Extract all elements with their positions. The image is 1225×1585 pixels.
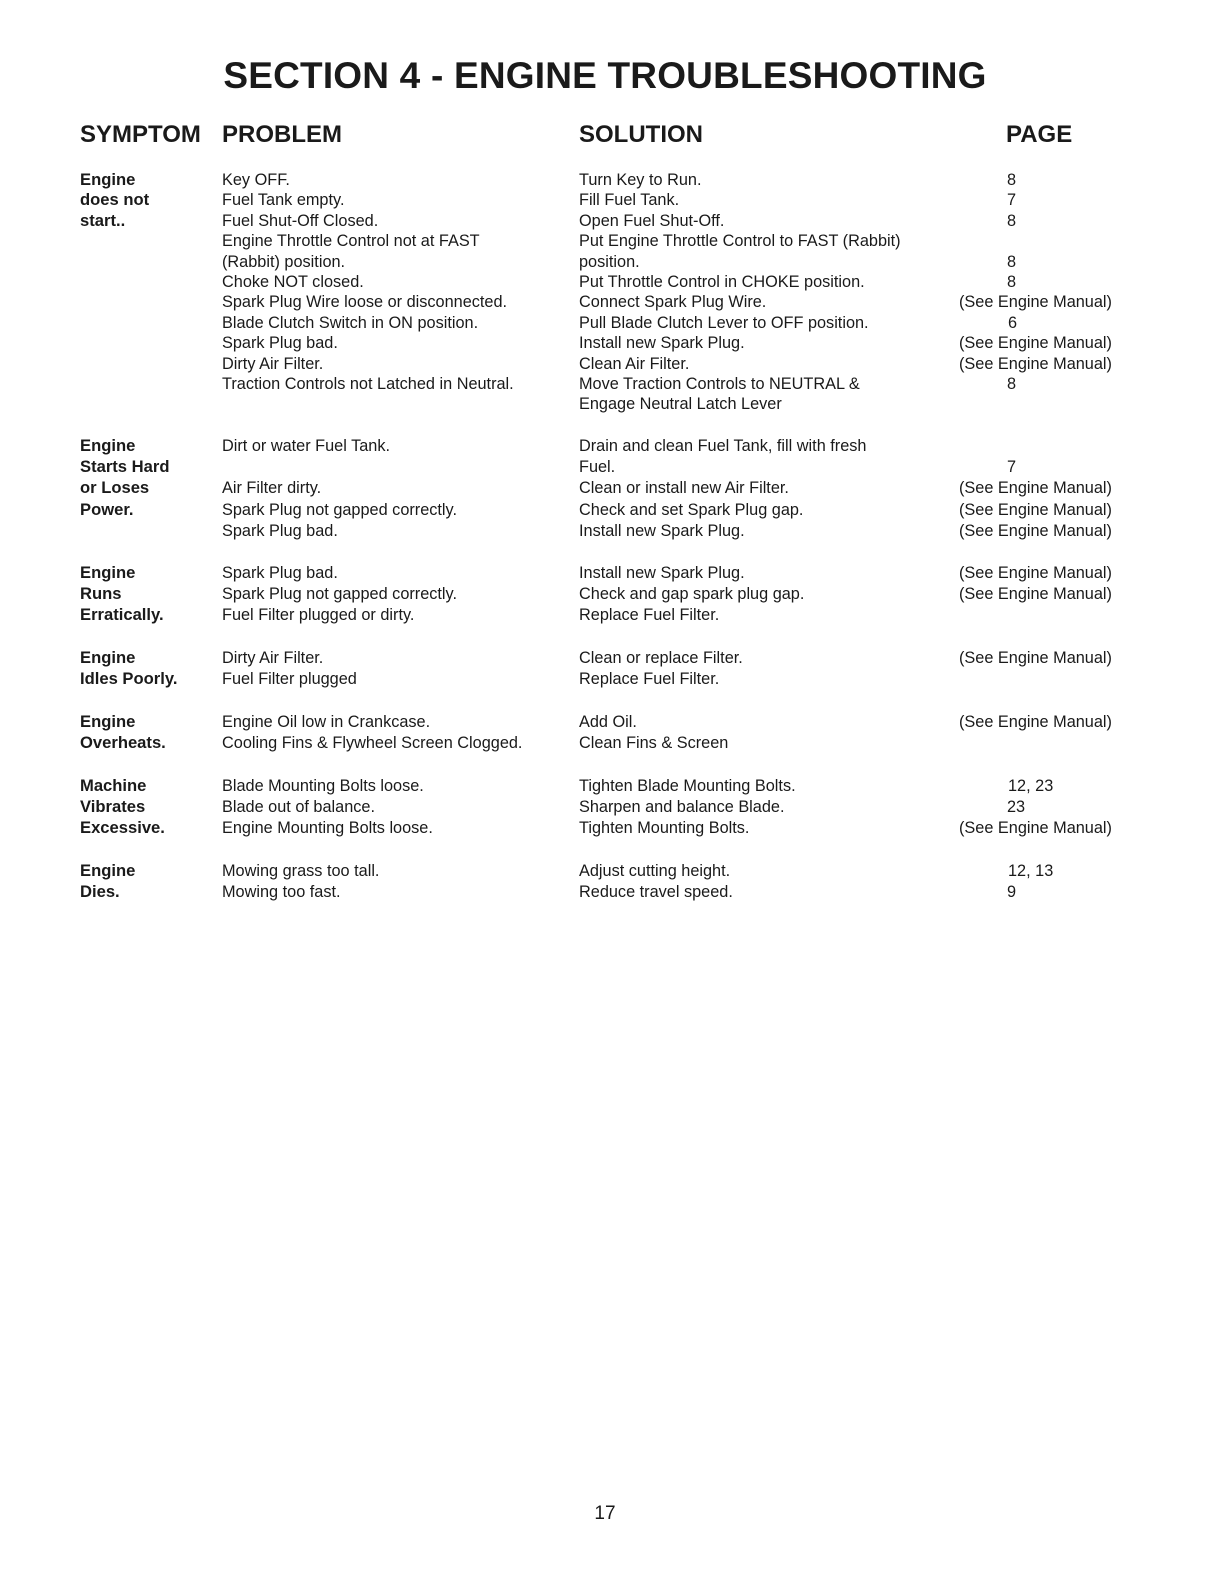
page-cell: (See Engine Manual) [959,354,1112,373]
problem-cell: Fuel Filter plugged or dirty. [222,606,415,625]
symptom-cell: or Loses [80,478,150,498]
page-cell: (See Engine Manual) [959,293,1112,312]
symptom-cell: Engine [80,712,136,731]
solution-cell: Install new Spark Plug. [579,334,745,353]
symptom-cell: does not [80,190,150,210]
page-cell: 7 [1007,458,1017,477]
problem-cell: Engine Throttle Control not at FAST [222,232,480,251]
problem-cell: Spark Plug bad. [222,521,338,540]
table-row [0,563,1225,583]
problem-cell: Mowing grass too tall. [222,862,380,880]
problem-cell: Cooling Fins & Flywheel Screen Clogged. [222,734,523,753]
table-row [0,374,1225,394]
page-cell: 23 [1007,798,1026,817]
solution-cell: Put Throttle Control in CHOKE position. [579,273,865,291]
symptom-cell: Power. [80,499,134,519]
solution-cell: Connect Spark Plug Wire. [579,293,767,312]
page-cell: (See Engine Manual) [959,713,1112,731]
page-cell: (See Engine Manual) [959,500,1112,519]
table-row [0,252,1225,272]
page-cell: 8 [1007,252,1017,271]
solution-cell: Add Oil. [579,713,637,731]
problem-cell: Dirt or water Fuel Tank. [222,437,390,455]
column-header-symptom: SYMPTOM [80,121,201,148]
table-row [0,272,1225,292]
symptom-cell: Vibrates [80,797,146,817]
solution-cell: Adjust cutting height. [579,862,731,880]
page-cell: (See Engine Manual) [959,649,1112,667]
solution-cell: Tighten Mounting Bolts. [579,819,750,838]
page-cell: 6 [1008,313,1018,332]
page-cell: (See Engine Manual) [959,334,1112,353]
problem-cell: Spark Plug not gapped correctly. [222,585,458,604]
page-cell: (See Engine Manual) [959,819,1112,838]
symptom-cell: Engine [80,648,136,667]
page-cell: (See Engine Manual) [959,585,1112,604]
page-title: SECTION 4 - ENGINE TROUBLESHOOTING [223,55,987,96]
solution-cell: Clean Fins & Screen [579,734,729,753]
solution-cell: Engage Neutral Latch Lever [579,395,782,414]
page-cell: (See Engine Manual) [959,479,1112,498]
table-row [0,882,1225,902]
table-row [0,521,1225,541]
problem-cell: Dirty Air Filter. [222,354,324,373]
symptom-cell: Excessive. [80,818,165,838]
solution-cell: Pull Blade Clutch Lever to OFF position. [579,313,869,332]
page-cell: 9 [1007,883,1017,902]
symptom-cell: start.. [80,210,126,230]
problem-cell: Spark Plug bad. [222,564,338,582]
problem-cell: Air Filter dirty. [222,479,322,498]
symptom-cell: Dies. [80,882,120,902]
solution-cell: Check and gap spark plug gap. [579,585,805,604]
problem-cell: Blade Mounting Bolts loose. [222,777,424,795]
solution-cell: Clean or replace Filter. [579,649,743,667]
problem-cell: Engine Mounting Bolts loose. [222,819,433,838]
solution-cell: Put Engine Throttle Control to FAST (Rabbit) [579,232,901,251]
problem-cell: Key OFF. [222,171,290,189]
solution-cell: Clean Air Filter. [579,354,690,373]
problem-cell: Blade Clutch Switch in ON position. [222,313,479,332]
table-row [0,457,1225,477]
table-row [0,605,1225,625]
page-cell: 8 [1007,273,1017,291]
symptom-cell: Engine [80,436,136,455]
problem-cell: Spark Plug bad. [222,334,338,353]
problem-cell: Mowing too fast. [222,883,341,902]
page-cell: 12, 23 [1008,777,1054,795]
symptom-cell: Engine [80,563,136,582]
table-row [0,818,1225,838]
solution-cell: Install new Spark Plug. [579,521,745,540]
table-row [0,712,1225,732]
column-header-problem: PROBLEM [222,121,342,148]
page-cell: 8 [1007,375,1017,393]
problem-cell: Fuel Shut-Off Closed. [222,211,379,230]
table-row [0,211,1225,231]
symptom-cell: Engine [80,170,136,189]
table-row [0,861,1225,881]
page-cell: 7 [1007,191,1017,210]
table-row [0,333,1225,353]
solution-cell: Open Fuel Shut-Off. [579,211,725,230]
problem-cell: Fuel Filter plugged [222,670,357,689]
table-row [0,797,1225,817]
page-cell: 8 [1007,171,1017,189]
solution-cell: Clean or install new Air Filter. [579,479,789,498]
solution-cell: Replace Fuel Filter. [579,670,720,689]
table-row [0,776,1225,796]
solution-cell: position. [579,252,640,271]
symptom-cell: Runs [80,584,122,604]
problem-cell: Engine Oil low in Crankcase. [222,713,431,731]
solution-cell: Drain and clean Fuel Tank, fill with fresh [579,437,867,455]
table-row [0,292,1225,312]
solution-cell: Reduce travel speed. [579,883,733,902]
solution-cell: Install new Spark Plug. [579,564,745,582]
symptom-cell: Overheats. [80,733,166,753]
table-row [0,190,1225,210]
solution-cell: Move Traction Controls to NEUTRAL & [579,375,860,393]
solution-cell: Check and set Spark Plug gap. [579,500,804,519]
symptom-cell: Idles Poorly. [80,669,178,689]
problem-cell: Fuel Tank empty. [222,191,345,210]
table-row [0,354,1225,374]
symptom-cell: Starts Hard [80,457,170,477]
solution-cell: Fill Fuel Tank. [579,191,680,210]
problem-cell: Spark Plug not gapped correctly. [222,500,458,519]
table-row [0,313,1225,333]
table-row [0,394,1225,414]
page-cell: 12, 13 [1008,862,1054,880]
column-header-solution: SOLUTION [579,121,703,148]
page-cell: 8 [1007,211,1017,230]
table-row [0,170,1225,190]
table-row [0,500,1225,520]
table-row [0,733,1225,753]
problem-cell: Choke NOT closed. [222,273,364,291]
problem-cell: Dirty Air Filter. [222,649,324,667]
solution-cell: Sharpen and balance Blade. [579,798,785,817]
solution-cell: Fuel. [579,458,616,477]
problem-cell: (Rabbit) position. [222,252,346,271]
column-header-page: PAGE [1006,121,1073,148]
problem-cell: Traction Controls not Latched in Neutral. [222,375,514,393]
table-row [0,648,1225,668]
problem-cell: Blade out of balance. [222,798,375,817]
page-number: 17 [594,1503,616,1524]
symptom-cell: Erratically. [80,605,164,625]
table-row [0,436,1225,456]
table-row [0,231,1225,251]
solution-cell: Turn Key to Run. [579,171,702,189]
solution-cell: Replace Fuel Filter. [579,606,720,625]
page-cell: (See Engine Manual) [959,564,1112,582]
page-cell: (See Engine Manual) [959,521,1112,540]
problem-cell: Spark Plug Wire loose or disconnected. [222,293,508,312]
symptom-cell: Machine [80,776,147,795]
symptom-cell: Engine [80,861,136,880]
table-row [0,669,1225,689]
table-row [0,478,1225,498]
solution-cell: Tighten Blade Mounting Bolts. [579,777,796,795]
table-row [0,584,1225,604]
